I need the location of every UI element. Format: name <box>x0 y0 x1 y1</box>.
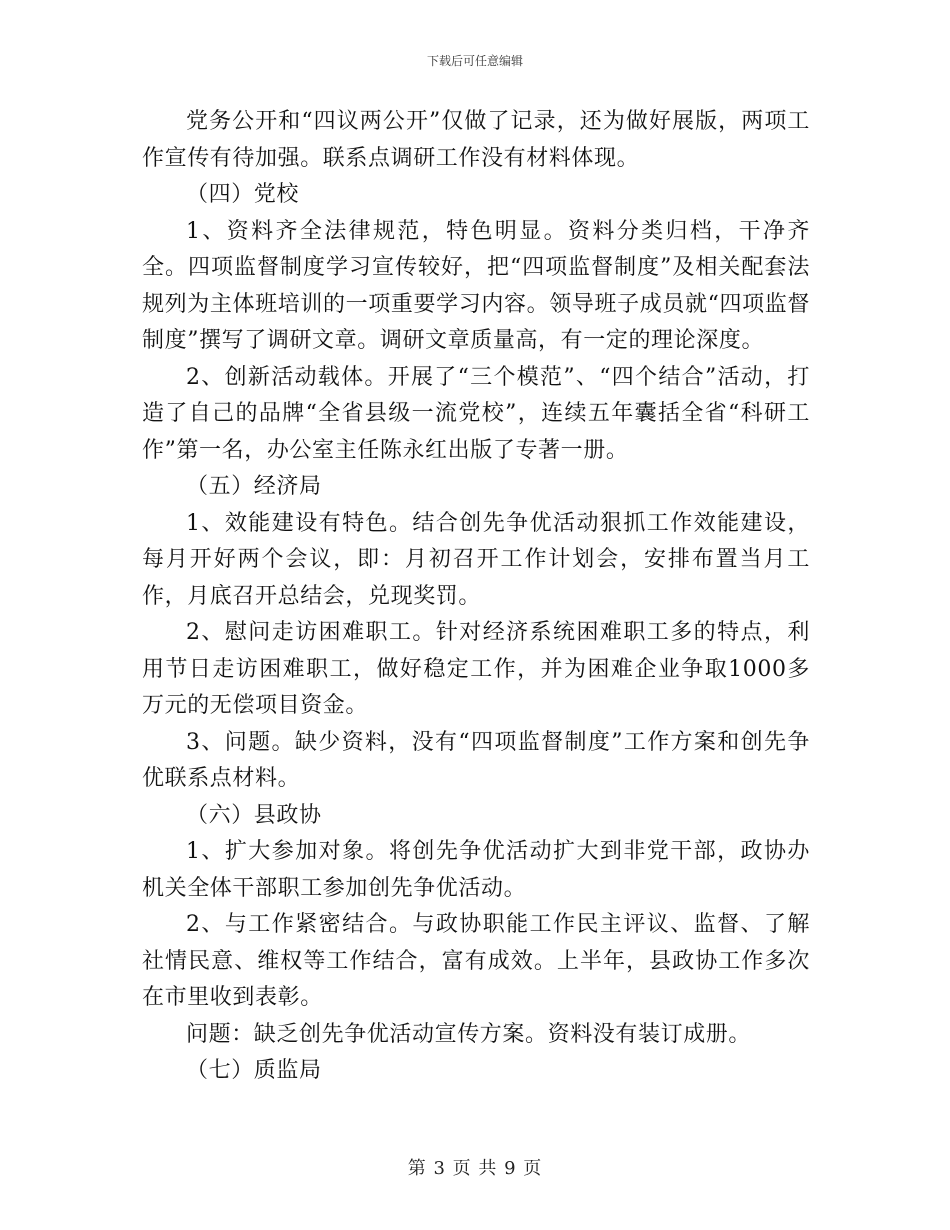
section-heading: （四）党校 <box>186 182 300 207</box>
body-paragraph: 1、资料齐全法律规范，特色明显。资料分类归档，干净齐全。四项监督制度学习宣传较好，把“四项监督制度”及相关配套法规列为主体班培训的一项重要学习内容。领导班子成员就“四项监督制度”撰写了调研文章。调研文章质量高，有一定的理论深度。 <box>142 218 810 353</box>
body-paragraph: 1、效能建设有特色。结合创先争优活动狠抓工作效能建设，每月开好两个会议，即：月初召开工作计划会，安排布置当月工作，月底召开总结会，兑现奖罚。 <box>142 510 810 609</box>
section-heading: （五）经济局 <box>186 474 322 499</box>
page-header: 下载后可任意编辑 <box>426 54 523 68</box>
section-heading: （七）质监局 <box>186 1058 322 1083</box>
body-paragraph: 党务公开和“四议两公开”仅做了记录，还为做好展版，两项工作宣传有待加强。联系点调研工作没有材料体现。 <box>142 109 810 171</box>
body-paragraph: 问题：缺乏创先争优活动宣传方案。资料没有装订成册。 <box>186 1021 752 1047</box>
body-paragraph: 2、慰问走访困难职工。针对经济系统困难职工多的特点，利用节日走访困难职工，做好稳定工作，并为困难企业争取1000多万元的无偿项目资金。 <box>142 620 810 718</box>
document-body <box>142 104 810 1090</box>
body-paragraph: 2、与工作紧密结合。与政协职能工作民主评议、监督、了解社情民意、维权等工作结合，富有成效。上半年，县政协工作多次在市里收到表彰。 <box>142 912 810 1010</box>
page-number: 第 3 页 共 9 页 <box>407 1158 543 1179</box>
body-paragraph: 2、创新活动载体。开展了“三个模范”、“四个结合”活动，打造了自己的品牌“全省县级一流党校”，连续五年囊括全省“科研工作”第一名，办公室主任陈永红出版了专著一册。 <box>142 364 810 463</box>
body-paragraph: 1、扩大参加对象。将创先争优活动扩大到非党干部，政协办机关全体干部职工参加创先争优活动。 <box>142 839 810 901</box>
section-heading: （六）县政协 <box>186 802 322 828</box>
body-paragraph: 3、问题。缺少资料，没有“四项监督制度”工作方案和创先争优联系点材料。 <box>142 729 810 791</box>
